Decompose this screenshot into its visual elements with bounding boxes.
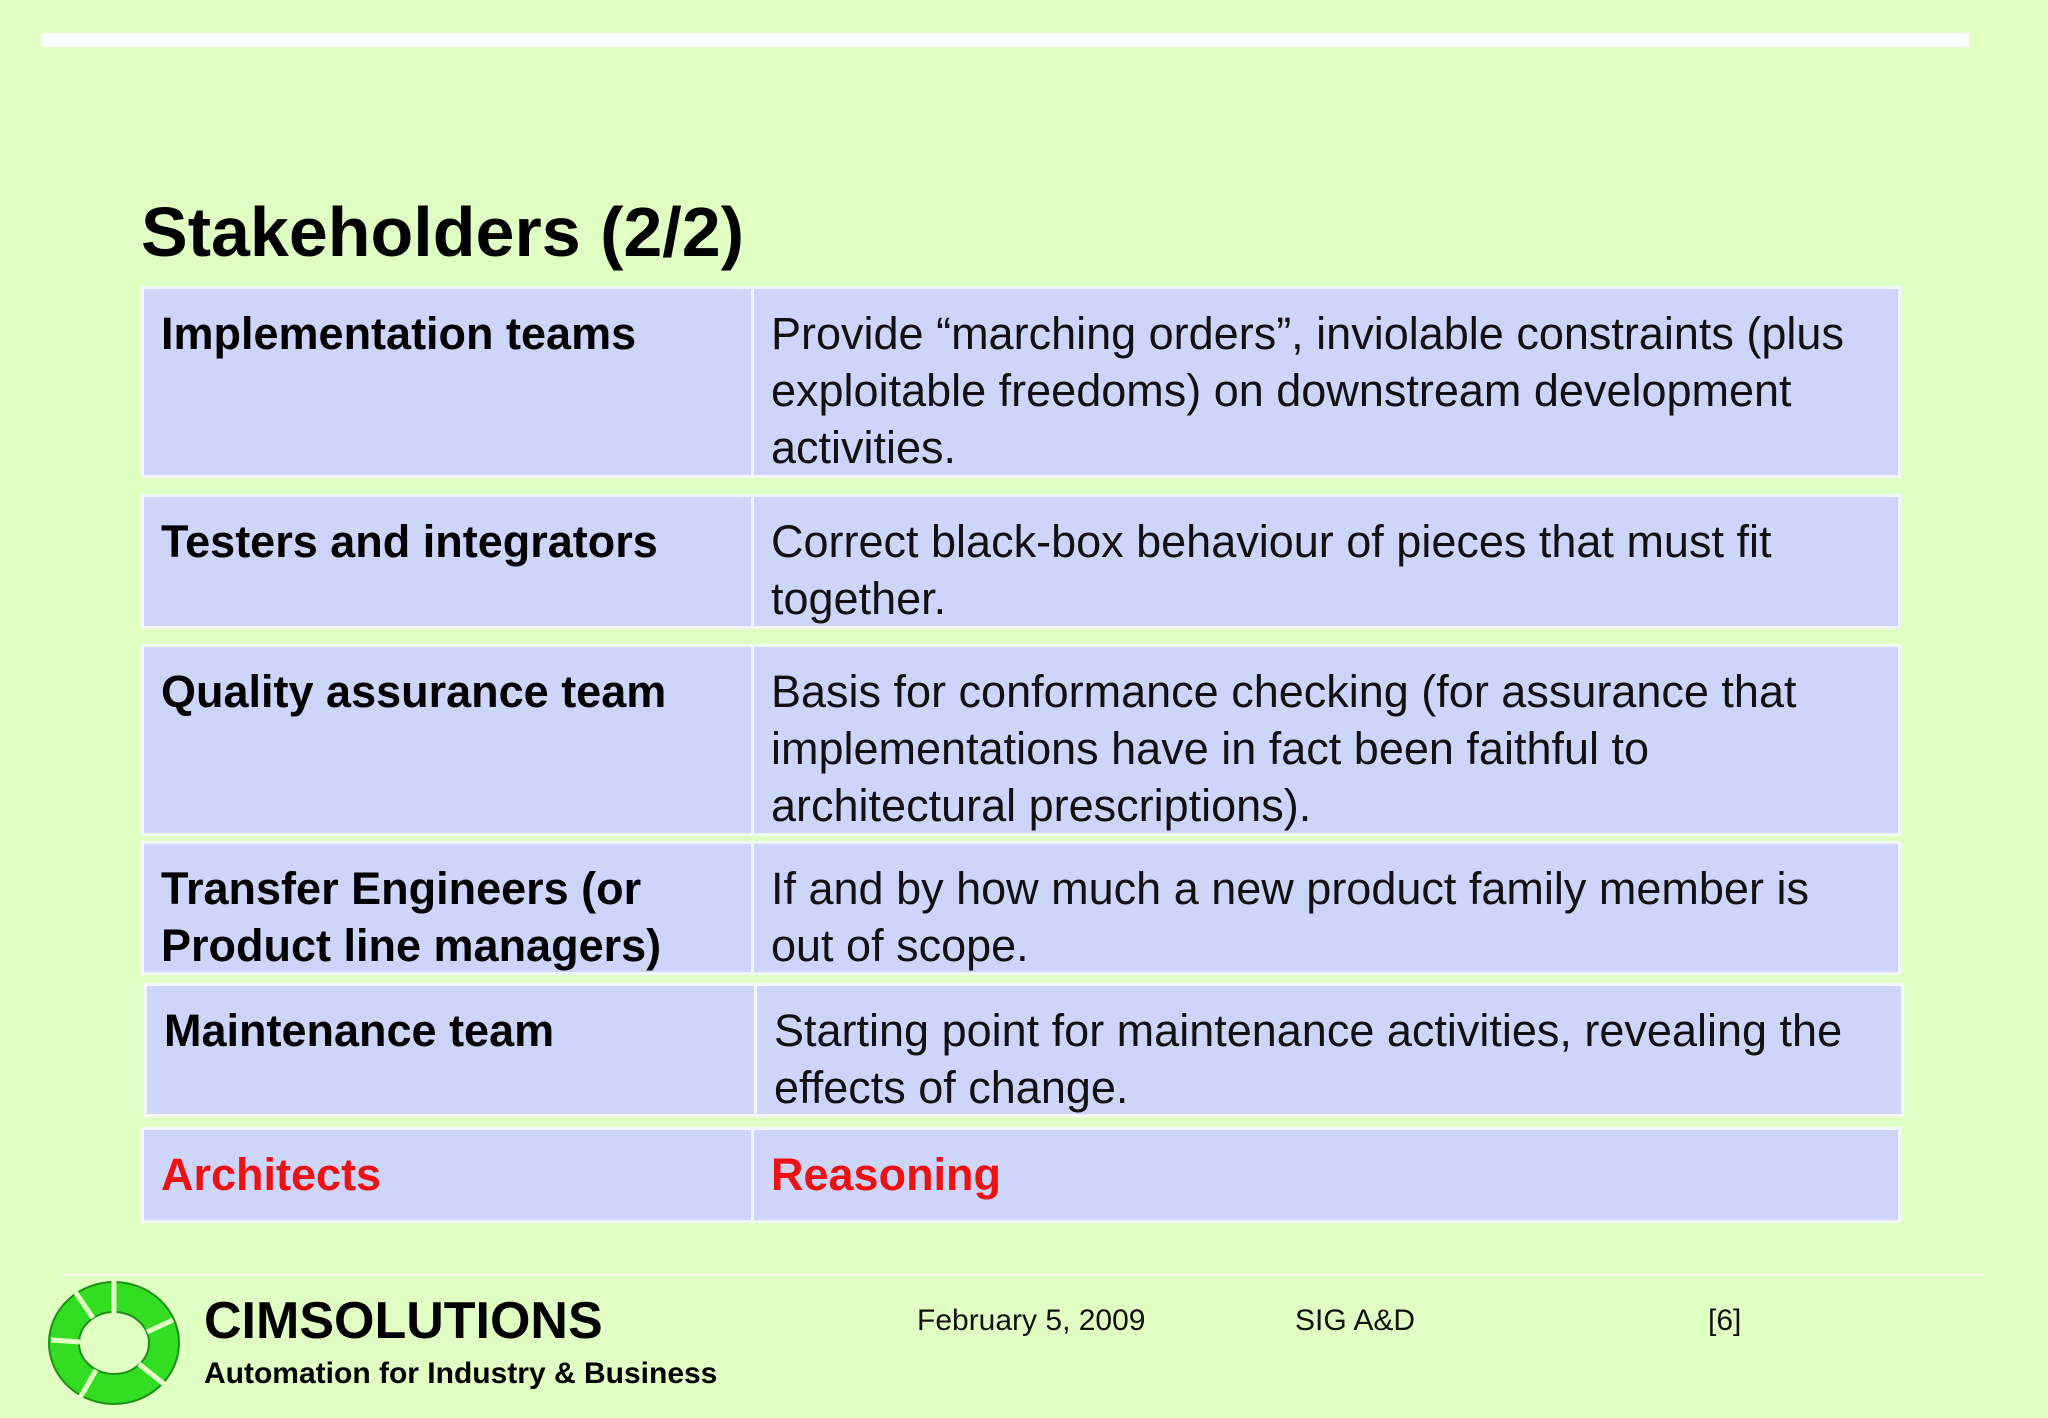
stakeholder-cell: Architects [144,1130,754,1220]
company-tagline: Automation for Industry & Business [204,1357,718,1390]
stakeholder-cell: Quality assurance team [144,647,754,833]
page-number: [6] [1708,1304,1742,1337]
table-row-maintenance [144,983,1904,1117]
footer-date: February 5, 2009 [917,1304,1146,1337]
concern-cell: Starting point for maintenance activities, revealing the effects of change. [774,1005,1843,1113]
stakeholder-cell: Testers and integrators [144,497,754,626]
slide-title: Stakeholders (2/2) [141,193,744,271]
concern-cell: Correct black-box behaviour of pieces that must fit together. [771,516,1772,624]
table-row-implementation [141,286,1901,478]
stakeholder-cell: Transfer Engineers (or Product line managers) [144,844,754,972]
top-divider-bar [41,33,1969,47]
stakeholder-cell: Implementation teams [144,289,754,475]
footer-event: SIG A&D [1295,1304,1416,1337]
cimsolutions-logo-icon [46,1280,182,1406]
concern-cell: Reasoning [771,1149,1002,1200]
table-row-architects [141,1127,1901,1223]
table-row-testers [141,494,1901,629]
table-row-transfer-engineers [141,841,1901,975]
concern-cell: Provide “marching orders”, inviolable constraints (plus exploitable freedoms) on downstream development activities. [771,308,1844,473]
company-name: CIMSOLUTIONS [204,1292,603,1350]
table-row-quality-assurance [141,644,1901,836]
concern-cell: Basis for conformance checking (for assurance that implementations have in fact been faithful to architectural prescriptions). [771,666,1797,831]
concern-cell: If and by how much a new product family member is out of scope. [771,863,1809,971]
stakeholder-cell: Maintenance team [147,986,757,1114]
footer-divider [60,1274,1986,1276]
